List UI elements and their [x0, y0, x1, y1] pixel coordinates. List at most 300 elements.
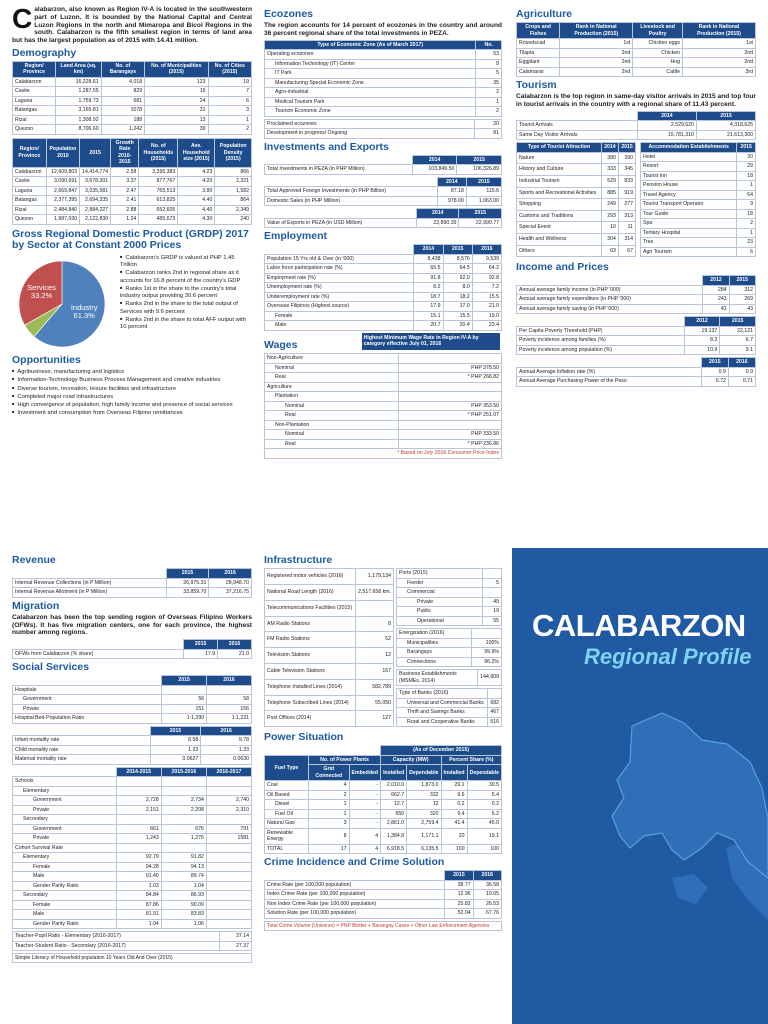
- table-cell: 17.0: [443, 302, 472, 312]
- table-row: [397, 689, 502, 699]
- year-header: 2014: [414, 245, 443, 255]
- table-cell: 864: [215, 196, 252, 206]
- table-cell: 380: [601, 152, 618, 164]
- table-cell: Coal: [265, 781, 309, 791]
- table-cell: Telephone Installed Lines (2014): [265, 679, 356, 695]
- table-body: [517, 326, 756, 355]
- table-cell: 91.82: [161, 853, 206, 863]
- wages-title: Wages: [264, 338, 298, 351]
- table-cell: 2,321: [215, 177, 252, 187]
- table-cell: 8.0: [443, 283, 472, 293]
- table-cell: 4.20: [178, 177, 215, 187]
- blank-header: [517, 317, 685, 327]
- tourism-arrivals-table: 2014 2015 Tourist Arrivals 2,529,620 4,318,625 Same Day Visitor Arrivals 15,781,310 21,613,300: [516, 111, 756, 141]
- table-cell: Operational: [397, 616, 483, 626]
- table-row: [397, 717, 502, 727]
- table-cell: [206, 815, 251, 825]
- table-cell: 6,135.5: [407, 844, 441, 854]
- table-row: [13, 205, 252, 215]
- table-cell: 55,050: [355, 695, 393, 711]
- table-header-row: [265, 209, 502, 219]
- table-cell: Infant mortality rate: [13, 736, 151, 746]
- table-cell: 30.5: [467, 781, 501, 791]
- table-cell: 7: [208, 87, 251, 97]
- table-cell: Travel Agency: [641, 190, 737, 200]
- table-cell: 167: [355, 663, 393, 679]
- table-cell: 613,825: [139, 196, 178, 206]
- table-row: [265, 569, 394, 585]
- year-header: 2014-2015: [116, 767, 161, 777]
- table-row: [13, 215, 252, 225]
- table-cell: 92.8: [472, 273, 501, 283]
- literacy-note: Simple Literacy of Household population 10 Years Old And Over (2015): [12, 953, 252, 963]
- table-cell: 2: [208, 125, 251, 135]
- table-cell: 833: [618, 176, 635, 188]
- table-cell: 2nd: [560, 67, 633, 77]
- table-header: Growth Rate 2010-2015: [111, 138, 139, 167]
- table-row: [265, 632, 394, 648]
- grdp-bullet: ■ Ranks 1st in the share to the country's total industry output providing 30.6 percent: [120, 285, 252, 300]
- table-row: [265, 819, 502, 829]
- table-cell: 2,517.658 km.: [355, 584, 393, 600]
- table-cell: Batangas: [13, 196, 47, 206]
- table-cell: 529: [601, 176, 618, 188]
- table-cell: 45.0: [467, 819, 501, 829]
- table-header: Crops and Fishes: [517, 23, 560, 39]
- table-cell: 3,165.81: [56, 106, 101, 116]
- table-cell: Tourist Inn: [641, 171, 737, 181]
- table-cell: Shopping: [517, 199, 602, 211]
- table-cell: 866: [215, 167, 252, 177]
- table-row: [517, 164, 636, 176]
- table-cell: 4.40: [178, 205, 215, 215]
- table-cell: 2,694,335: [80, 196, 111, 206]
- table-cell: 4: [308, 781, 349, 791]
- table-cell: [206, 843, 251, 853]
- table-row: [517, 285, 756, 295]
- table-row: [517, 152, 636, 164]
- table-cell: 8,576: [443, 254, 472, 264]
- table-cell: 89.74: [161, 872, 206, 882]
- table-cell: Barangays: [397, 648, 472, 658]
- table-row: [641, 152, 756, 162]
- table-cell: 21,613,300: [696, 130, 755, 140]
- table-cell: [206, 919, 251, 929]
- table-cell: Government: [13, 824, 117, 834]
- table-cell: [206, 853, 251, 863]
- column-3: [516, 0, 756, 389]
- table-header: Population Density (2015): [215, 138, 252, 167]
- table-cell: 100: [441, 844, 467, 854]
- table-header: 2015: [618, 143, 635, 153]
- table-row: [265, 165, 502, 175]
- table-cell: 12: [355, 648, 393, 664]
- table-cell: 188: [101, 115, 144, 125]
- table-cell: 18.7: [414, 292, 443, 302]
- table-header: Ave. Household size (2015): [178, 138, 215, 167]
- grdp-bullet: ■ Ranks 2nd in the share to the total output of Services with 9.6 percent: [120, 300, 252, 315]
- table-cell: Connections: [397, 657, 472, 667]
- table-cell: 9.78: [201, 736, 252, 746]
- table-cell: 2,734: [161, 796, 206, 806]
- power-title: Power Situation: [264, 731, 344, 744]
- table-cell: Annual Average Inflation rate (%): [517, 367, 702, 377]
- table-cell: History and Culture: [517, 164, 602, 176]
- table-cell: Tilapia: [517, 48, 560, 58]
- table-row: [517, 295, 756, 305]
- table-cell: Quezon: [13, 125, 56, 135]
- table-row: [517, 336, 756, 346]
- sub-header: Grid Connected: [308, 765, 349, 781]
- table-cell: Hospitals: [13, 685, 162, 695]
- table-cell: 3: [308, 819, 349, 829]
- table-cell: 4,318,625: [696, 121, 755, 131]
- table-head: [517, 276, 756, 286]
- table-row: [13, 167, 252, 177]
- table-cell: 1,308.92: [56, 115, 101, 125]
- year-header: 2015: [729, 276, 755, 286]
- table-cell: 7.2: [472, 283, 501, 293]
- table-row: [265, 695, 394, 711]
- table-cell: 582,789: [355, 679, 393, 695]
- table-cell: [161, 815, 206, 825]
- table-cell: [488, 689, 502, 699]
- table-cell: Value of Exports in PEZA (in USD Million): [265, 218, 417, 228]
- table-cell: Per Capita Poverty Threshold (PHP): [517, 326, 685, 336]
- table-cell: [206, 872, 251, 882]
- table-row: [13, 106, 252, 116]
- table-cell: 8,438: [414, 254, 443, 264]
- table-row: [517, 67, 756, 77]
- table-cell: Agri Tourism: [641, 247, 737, 257]
- table-cell: 3: [208, 106, 251, 116]
- table-cell: 10.05: [473, 890, 501, 900]
- table-row: [517, 245, 636, 257]
- crime-note: Total Crime Volume (Universe) = PNP Blotter + Barangay Cases + Other Law Enforcement Agencies: [264, 921, 502, 931]
- table-cell: Real: [265, 373, 399, 383]
- table-cell: Post Offices (2014): [265, 711, 356, 727]
- agriculture-table: [516, 22, 756, 77]
- blank-header: [265, 155, 413, 165]
- table-header: Rank in National Production (2015): [682, 23, 755, 39]
- table-cell: Tour Guide: [641, 209, 737, 219]
- table-cell: 249: [601, 199, 618, 211]
- table-cell: 22,990.77: [459, 218, 502, 228]
- table-cell: -: [349, 819, 381, 829]
- table-cell: OFWs from Calabarzon (% share): [13, 649, 184, 659]
- blank-header: [265, 177, 438, 187]
- table-row: [13, 704, 252, 714]
- table-row: [265, 69, 502, 79]
- table-row: [265, 373, 502, 383]
- table-cell: 12: [407, 800, 441, 810]
- income-title: Income and Prices: [516, 261, 609, 274]
- income-table-t3: [516, 357, 756, 387]
- table-cell: Cavite: [13, 87, 56, 97]
- table-cell: 58: [207, 695, 252, 705]
- year-header: 2016: [472, 245, 501, 255]
- table-cell: * PHP 268.82: [399, 373, 502, 383]
- table-cell: 333: [601, 164, 618, 176]
- table-cell: Rizal: [13, 115, 56, 125]
- table-cell: Real: [265, 439, 399, 449]
- table-cell: 6: [208, 96, 251, 106]
- table-cell: 1.04: [161, 881, 206, 891]
- table-cell: Same Day Visitor Arrivals: [517, 130, 638, 140]
- table-cell: 3,035,081: [80, 186, 111, 196]
- table-row: [641, 209, 756, 219]
- table-cell: 2,151: [116, 805, 161, 815]
- table-row: [397, 597, 502, 607]
- table-cell: 11: [618, 222, 635, 234]
- table-cell: 99.9%: [472, 648, 502, 658]
- table-cell: Private: [397, 597, 483, 607]
- table-cell: [161, 786, 206, 796]
- table-cell: Real: [265, 411, 399, 421]
- table-cell: [206, 881, 251, 891]
- table-cell: Spa: [641, 219, 737, 229]
- table-row: [641, 200, 756, 210]
- table-cell: Tourist Arrivals: [517, 121, 638, 131]
- table-body: [265, 165, 502, 175]
- table-cell: Batangas: [13, 106, 56, 116]
- table-cell: 127: [355, 711, 393, 727]
- table-cell: [483, 588, 502, 598]
- table-header: Rank in National Production (2015): [560, 23, 633, 39]
- sub-header: Embedded: [349, 765, 381, 781]
- table-cell: 20: [441, 828, 467, 844]
- year-header: 2015: [466, 177, 501, 187]
- table-cell: -: [349, 809, 381, 819]
- cover-title: CALABARZON: [532, 608, 746, 643]
- table-cell: 19.0: [472, 311, 501, 321]
- table-cell: 2.41: [111, 196, 139, 206]
- cover-panel: [512, 548, 768, 1024]
- table-cell: Special Event: [517, 222, 602, 234]
- table-cell: Private: [13, 834, 117, 844]
- table-row: [13, 96, 252, 106]
- table-cell: 332: [407, 790, 441, 800]
- table-cell: Public: [397, 607, 483, 617]
- crime-table: 2015 2016 Crime Rate (per 100,000 population) 38.77 36.58 Index Crime Rate (per 100,000 population) 12.96 10.05 Non Index Crime Rate (per 100,000 population) 25.82 26.53 Solution Rate (per 100,000 population) 52.04 67.76: [264, 870, 502, 919]
- table-cell: 94.28: [116, 862, 161, 872]
- table-cell: 35: [476, 78, 502, 88]
- table-row: [13, 685, 252, 695]
- grdp-bullets: [120, 254, 252, 331]
- sub-header: Installed: [441, 765, 467, 781]
- table-cell: 33,859.70: [166, 588, 209, 598]
- blank-header: [13, 767, 117, 777]
- table-cell: 19: [483, 607, 502, 617]
- table-row: [517, 377, 756, 387]
- table-cell: National Road Length (2016): [265, 584, 356, 600]
- table-cell: [116, 815, 161, 825]
- table-cell: Natural Gas: [265, 819, 309, 829]
- table-cell: 662.7: [381, 790, 407, 800]
- table-cell: 21.0: [472, 302, 501, 312]
- msme-table: Business Establishments (MSMEs, 2014) 144,909: [396, 669, 502, 686]
- table-cell: 1,179,134: [355, 569, 393, 585]
- table-cell: 240: [215, 215, 252, 225]
- table-cell: 53: [476, 50, 502, 60]
- table-row: [13, 777, 252, 787]
- table-cell: [206, 777, 251, 787]
- table-row: [265, 254, 502, 264]
- table-cell: Agro-industrial: [265, 88, 476, 98]
- table-cell: 2,669,847: [46, 186, 80, 196]
- table-cell: 12.7: [381, 800, 407, 810]
- table-row: [641, 219, 756, 229]
- table-cell: -: [349, 800, 381, 810]
- table-cell: 1:1,290: [162, 714, 207, 724]
- table-row: [265, 420, 502, 430]
- intro-paragraph: Calabarzon, also known as Region IV-A is located in the southwestern part of Luzon. It is bounded by the National Capital and Central Luzon Regions in the north and Mimaropa and Bicol Regions in the south. Calabarzon is the fifth smallest region in terms of land area but has the largest population as of 2015 with 14.41 million.: [12, 3, 252, 45]
- table-cell: 2,529,620: [637, 121, 696, 131]
- table-row: [265, 311, 502, 321]
- table-cell: 52.04: [445, 909, 473, 919]
- table-cell: 18: [737, 171, 756, 181]
- blank-header: [517, 276, 703, 286]
- sub-header: Installed: [381, 765, 407, 781]
- table-cell: Medical Tourism Park: [265, 97, 476, 107]
- table-cell: IT Park: [265, 69, 476, 79]
- table-cell: 1,384.8: [381, 828, 407, 844]
- table-cell: 23.4: [472, 321, 501, 331]
- dropcap: C: [12, 3, 33, 34]
- ecozones-desc: The region accounts for 14 percent of ecozones in the country and around 36 percent regional share of the total investments in PEZA.: [264, 22, 502, 37]
- table-row: [13, 900, 252, 910]
- table-cell: Energization (2016): [397, 629, 472, 639]
- table-cell: Universal and Commercial Banks: [397, 698, 488, 708]
- table-cell: 8: [476, 59, 502, 69]
- table-cell: 9.4: [441, 809, 467, 819]
- sub-header: Dependable: [407, 765, 441, 781]
- table-cell: 151: [162, 704, 207, 714]
- table-row: [517, 187, 636, 199]
- table-cell: 9: [737, 200, 756, 210]
- table-cell: 15.1: [414, 311, 443, 321]
- table-cell: 2,728: [116, 796, 161, 806]
- table-cell: 978.00: [437, 196, 466, 206]
- table-row: [517, 121, 756, 131]
- table-cell: Female: [13, 862, 117, 872]
- table-cell: Annual average family income (in PHP '000): [517, 285, 703, 295]
- table-row: [13, 745, 252, 755]
- table-cell: Secondary: [13, 815, 117, 825]
- table-cell: 83.83: [161, 910, 206, 920]
- year-header: 2014: [416, 209, 459, 219]
- table-cell: AM Radio Stations: [265, 616, 356, 632]
- opportunity-item: ■ High convergence of population, high family income and presence of social services: [12, 401, 252, 409]
- grdp-section: [12, 252, 252, 352]
- table-body: [265, 218, 502, 228]
- year-header: 2012: [684, 317, 720, 327]
- table-cell: 92.79: [116, 853, 161, 863]
- table-cell: 29.1: [441, 781, 467, 791]
- table-cell: Gender Parity Ratio: [13, 919, 117, 929]
- year-header: 2015: [443, 245, 472, 255]
- table-cell: 4.40: [178, 196, 215, 206]
- table-cell: 18: [737, 209, 756, 219]
- table-cell: Male: [265, 321, 414, 331]
- table-cell: 345: [618, 164, 635, 176]
- table-cell: Nominal: [265, 401, 399, 411]
- table-cell: [355, 600, 393, 616]
- table-row: [397, 607, 502, 617]
- table-cell: 1,287.55: [56, 87, 101, 97]
- table-row: [13, 186, 252, 196]
- table-cell: Internal Revenue Allotment (in P Million): [13, 588, 167, 598]
- wages-table: [264, 353, 502, 459]
- table-row: [13, 177, 252, 187]
- table-cell: PHP 333.50: [399, 430, 502, 440]
- table-cell: 156: [207, 704, 252, 714]
- table-cell: 2nd: [560, 48, 633, 58]
- table-cell: Municipalities: [397, 638, 472, 648]
- accommodation-table: [640, 142, 756, 257]
- table-cell: 52: [355, 632, 393, 648]
- table-cell: 3.90: [178, 186, 215, 196]
- investments-tables: [264, 155, 502, 229]
- table-cell: 100%: [472, 638, 502, 648]
- table-cell: 3,395,383: [139, 167, 178, 177]
- opportunity-item: ■ Completed major road infrastructures: [12, 393, 252, 401]
- agriculture-title: Agriculture: [516, 8, 573, 20]
- table-cell: 1.23: [150, 745, 201, 755]
- table-cell: 17.9: [184, 649, 218, 659]
- opportunity-item: ■ Information-Technology Business Process Management and creative industries: [12, 376, 252, 384]
- grdp-pie-chart: [12, 252, 120, 352]
- table-cell: 94.13: [161, 862, 206, 872]
- table-header: Population 2010: [46, 138, 80, 167]
- table-row: [397, 648, 502, 658]
- table-cell: 2nd: [682, 48, 755, 58]
- table-cell: 87.86: [116, 900, 161, 910]
- table-row: [641, 181, 756, 191]
- table-row: [517, 326, 756, 336]
- table-cell: Annual Average Purchasing Power of the Peso: [517, 377, 702, 387]
- migration-table: 2015 2016 OFWs from Calabarzon (% share) 17.9 21.0: [12, 639, 252, 659]
- table-cell: 3rd: [682, 67, 755, 77]
- table-cell: [161, 777, 206, 787]
- table-row: [517, 210, 636, 222]
- table-cell: Thrift and Savings Banks: [397, 708, 488, 718]
- table-row: [13, 910, 252, 920]
- table-cell: Telephone Subscribed Lines (2014): [265, 695, 356, 711]
- table-cell: 8.3: [684, 336, 720, 346]
- table-cell: Hog: [633, 58, 683, 68]
- table-row: [265, 449, 502, 459]
- table-cell: Elementary: [13, 853, 117, 863]
- table-header: Region/ Province: [13, 138, 47, 167]
- table-cell: 103,849.50: [412, 165, 457, 175]
- table-cell: 2,349: [215, 205, 252, 215]
- table-cell: 312: [729, 285, 755, 295]
- tourism-desc: Calabarzon is the top region in same-day visitor arrivals in 2015 and top four in tourist arrivals in the country with a regional share of 11.43 percent.: [516, 93, 756, 109]
- table-cell: 2,759.4: [407, 819, 441, 829]
- table-cell: Private: [13, 704, 162, 714]
- table-row: [641, 238, 756, 248]
- table-head: [517, 317, 756, 327]
- table-row: [13, 755, 252, 765]
- grdp-bullet: ■ Ranks 2nd in the share to total AFF output with 10 percent: [120, 316, 252, 331]
- table-cell: Annual average family saving (in PHP '000): [517, 304, 703, 314]
- table-row: [517, 39, 756, 49]
- table-cell: 1,759.73: [56, 96, 101, 106]
- pie-label-services: 33.2%: [30, 291, 53, 301]
- table-row: [13, 862, 252, 872]
- table-cell: * PHP 236.86: [399, 439, 502, 449]
